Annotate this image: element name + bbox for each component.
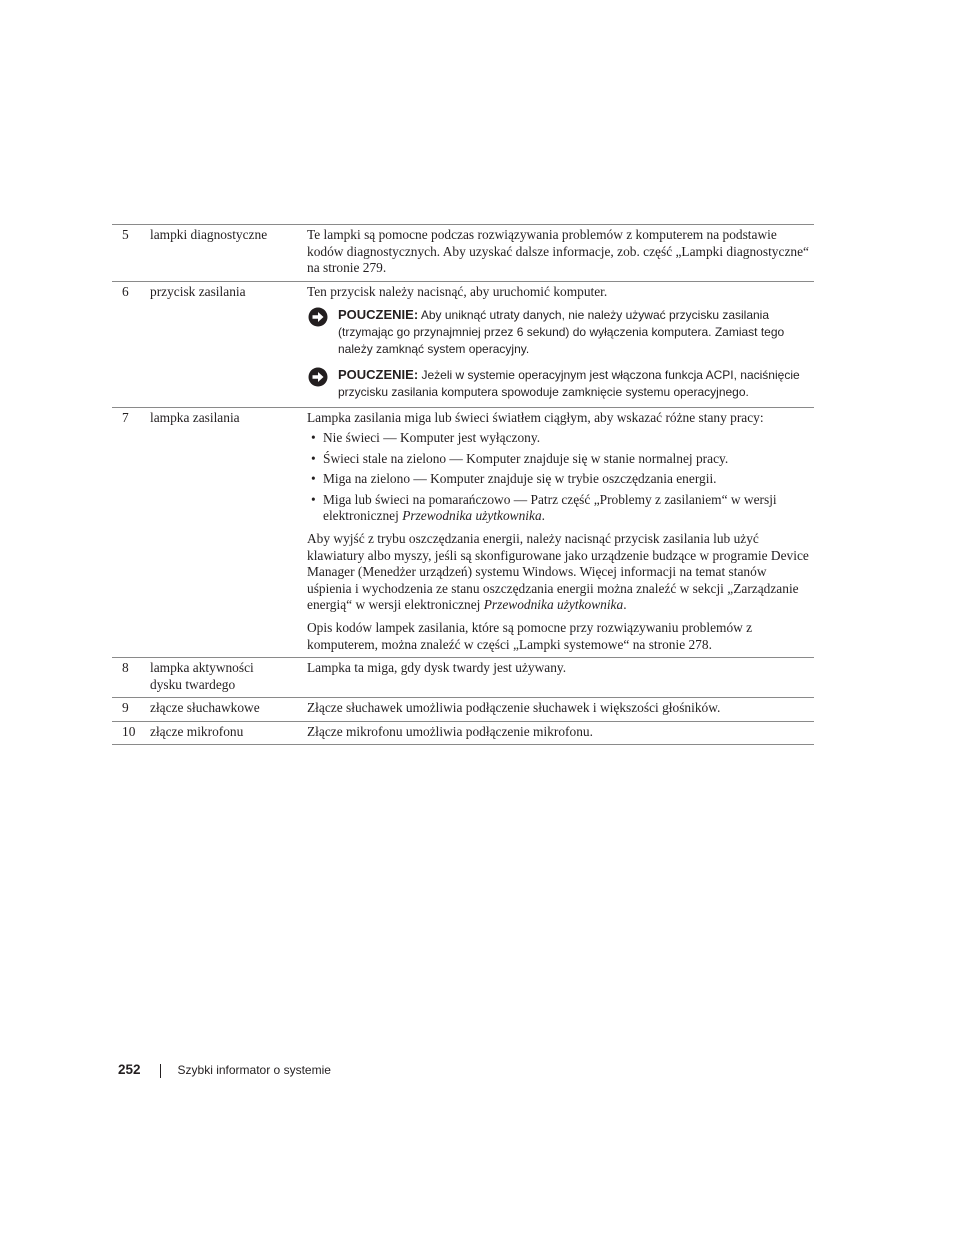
component-table: [112, 224, 814, 745]
table-row: [112, 721, 814, 745]
paragraph-text: Aby wyjść z trybu oszczędzania energii, należy nacisnąć przycisk zasilania lub użyć klawiatury albo myszy, jeśli są skonfigurowane jako urządzenie budzące w programie Device Manager (Menedżer urządzeń) systemu Windows. Więcej informacji na temat stanów uśpienia i wychodzenia ze stanu oszczędzania energii można znaleźć w sekcji „Zarządzanie energią“ w wersji elektronicznej: [307, 530, 809, 613]
row-number: 9: [112, 698, 150, 722]
component-name: przycisk zasilania: [150, 281, 307, 408]
row-number: 8: [112, 658, 150, 698]
component-name: złącze mikrofonu: [150, 721, 307, 745]
table-row: [112, 281, 814, 408]
row-number: 6: [112, 281, 150, 408]
page-footer: [118, 1061, 331, 1079]
component-name: złącze słuchawkowe: [150, 698, 307, 722]
component-description: Lampka ta miga, gdy dysk twardy jest używany.: [307, 658, 814, 698]
notice-block: [307, 306, 814, 358]
list-item: • Świeci stale na zielono — Komputer znajduje się w stanie normalnej pracy.: [307, 451, 814, 468]
component-name: lampki diagnostyczne: [150, 225, 307, 282]
list-item-end: .: [541, 508, 546, 524]
footer-divider: [160, 1064, 161, 1078]
component-description-cell: [307, 281, 814, 408]
table-row: [112, 658, 814, 698]
notice-text: Aby uniknąć utraty danych, nie należy używać przycisku zasilania (trzymając go przynajmniej przez 6 sekund) do wyłączenia komputera. Zamiast tego należy zamknąć system operacyjny.: [338, 308, 785, 357]
table-row: [112, 698, 814, 722]
component-description: Te lampki są pomocne podczas rozwiązywania problemów z komputerem na podstawie kodów diagnostycznych. Aby uzyskać dalsze informacje, zob. część „Lampki diagnostyczne“ na stronie 279.: [307, 225, 814, 282]
paragraph-end: .: [623, 597, 627, 613]
state-list: [307, 430, 814, 525]
row-number: 10: [112, 721, 150, 745]
component-name: [150, 658, 307, 698]
component-description: Ten przycisk należy nacisnąć, aby uruchomić komputer.: [307, 283, 608, 299]
list-item: [307, 492, 814, 525]
page-number: 252: [118, 1062, 141, 1077]
row-number: 5: [112, 225, 150, 282]
manual-title: Przewodnika użytkownika: [483, 597, 624, 613]
component-description: Złącze słuchawek umożliwia podłączenie słuchawek i większości głośników.: [307, 698, 814, 722]
intro-paragraph: Lampka zasilania miga lub świeci światłem ciągłym, aby wskazać różne stany pracy:: [307, 410, 764, 426]
manual-title: Przewodnika użytkownika: [402, 508, 542, 524]
table-row: [112, 408, 814, 658]
list-item-text: Miga lub świeci na pomarańczowo — Patrz część „Problemy z zasilaniem“ w wersji elektronicznej: [323, 491, 777, 524]
notice-arrow-icon: [308, 307, 328, 327]
list-item: • Miga na zielono — Komputer znajduje się w trybie oszczędzania energii.: [307, 471, 814, 488]
row-number: 7: [112, 408, 150, 658]
notice-label: POUCZENIE:: [338, 367, 419, 383]
notice-arrow-icon: [308, 367, 328, 387]
component-name-line: lampka aktywności: [150, 660, 254, 676]
notice-label: POUCZENIE:: [338, 307, 419, 323]
table-row: [112, 225, 814, 282]
section-title: Szybki informator o systemie: [177, 1063, 331, 1077]
paragraph: Opis kodów lampek zasilania, które są pomocne przy rozwiązywaniu problemów z komputerem, można znaleźć w części „Lampki systemowe“ na stronie 278.: [307, 619, 753, 652]
paragraph: [307, 531, 814, 614]
notice-block: [307, 366, 814, 401]
component-name: lampka zasilania: [150, 408, 307, 658]
list-item: • Nie świeci — Komputer jest wyłączony.: [307, 430, 814, 447]
component-description: Złącze mikrofonu umożliwia podłączenie mikrofonu.: [307, 721, 814, 745]
notice-text: Jeżeli w systemie operacyjnym jest włączona funkcja ACPI, naciśnięcie przycisku zasilania komputera spowoduje zamknięcie systemu operacyjnego.: [338, 368, 800, 400]
component-description-cell: [307, 408, 814, 658]
component-name-line: dysku twardego: [150, 676, 236, 692]
